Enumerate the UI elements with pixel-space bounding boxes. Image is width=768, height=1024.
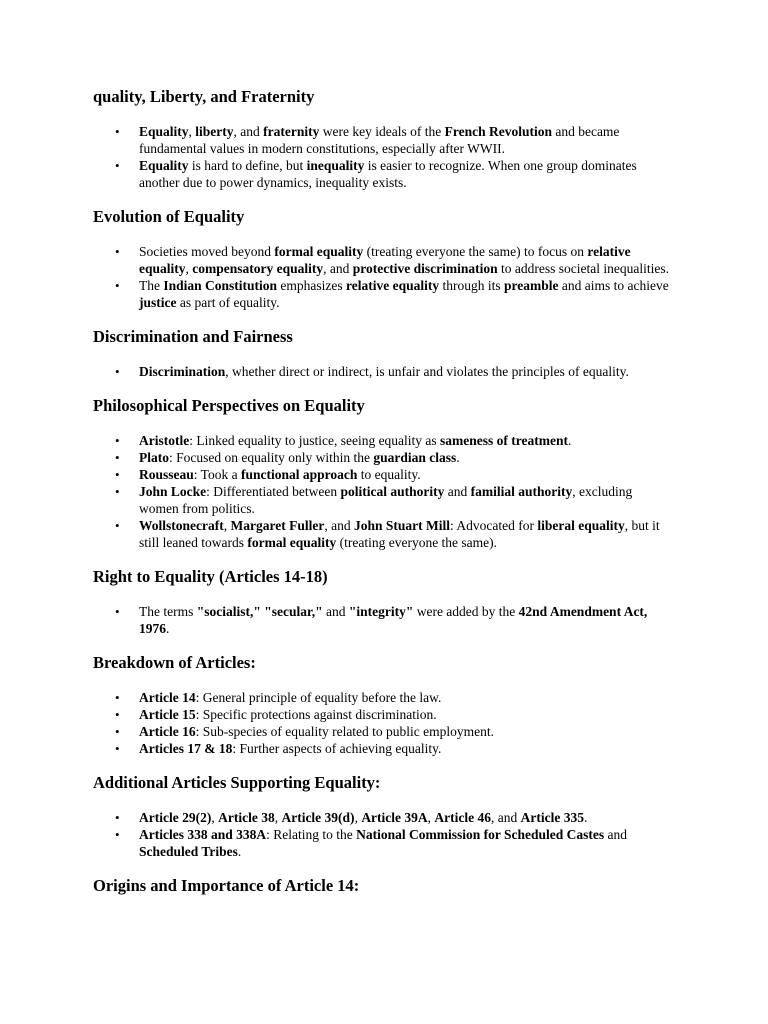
text-run: , and — [233, 124, 264, 139]
bold-term: Equality — [139, 124, 189, 139]
bold-term: Scheduled Tribes — [139, 844, 238, 859]
text-run: emphasizes — [277, 278, 347, 293]
text-run: (treating everyone the same) to focus on — [363, 244, 588, 259]
text-run: and aims to achieve — [558, 278, 669, 293]
bold-term: functional approach — [240, 467, 358, 482]
text-run: . — [166, 621, 170, 636]
bold-term: relative equality — [139, 244, 631, 276]
text-run: : Differentiated between — [206, 484, 341, 499]
text-run: : Linked equality to justice, seeing equality as — [189, 433, 441, 448]
text-run: . — [456, 450, 460, 465]
text-run: : Relating to the — [266, 827, 357, 842]
text-run: , excluding women from politics. — [139, 484, 633, 516]
list-item — [139, 603, 675, 637]
list-item — [139, 123, 675, 157]
bold-term: liberty — [195, 124, 234, 139]
bold-term: Plato — [139, 450, 169, 465]
bold-term: John Stuart Mill — [353, 518, 450, 533]
section-heading: Discrimination and Fairness — [93, 327, 293, 346]
bullet-list — [93, 689, 675, 757]
list-item — [139, 277, 675, 311]
text-run: , — [223, 518, 231, 533]
bullet-list — [93, 603, 675, 637]
text-run: , whether direct or indirect, is unfair and violates the principles of equality. — [225, 364, 629, 379]
bold-term: guardian class — [373, 450, 457, 465]
list-item — [139, 809, 675, 826]
text-run: through its — [439, 278, 505, 293]
bold-term: Article 39(d) — [281, 810, 355, 825]
list-item — [139, 432, 675, 449]
bold-term: sameness of treatment — [440, 433, 569, 448]
bold-term: Equality — [139, 158, 189, 173]
text-run: , — [274, 810, 282, 825]
text-run: , — [188, 124, 196, 139]
text-run: The — [139, 278, 164, 293]
bold-term: Aristotle — [139, 433, 190, 448]
text-run: : General principle of equality before the law. — [195, 690, 442, 705]
list-item — [139, 449, 675, 466]
list-item — [139, 740, 675, 757]
text-run: , and — [324, 518, 354, 533]
text-run: : Sub-species of equality related to public employment. — [195, 724, 495, 739]
section-heading: Breakdown of Articles: — [93, 653, 256, 672]
text-run: is hard to define, but — [188, 158, 307, 173]
bold-term: inequality — [306, 158, 365, 173]
list-item — [139, 483, 675, 517]
bold-term: Article 46 — [434, 810, 492, 825]
list-item — [139, 363, 675, 380]
list-item — [139, 826, 675, 860]
section-heading: Additional Articles Supporting Equality: — [93, 773, 381, 792]
bold-term: formal equality — [274, 244, 364, 259]
text-run: as part of equality. — [176, 295, 280, 310]
section-heading: Philosophical Perspectives on Equality — [93, 396, 365, 415]
text-run: , — [211, 810, 219, 825]
bullet-list — [93, 432, 675, 551]
text-run: were added by the — [413, 604, 519, 619]
list-item — [139, 157, 675, 191]
section-heading: quality, Liberty, and Fraternity — [93, 87, 315, 106]
bold-term: justice — [139, 295, 177, 310]
document-body — [93, 87, 675, 912]
bold-term: Article 14 — [139, 690, 196, 705]
bold-term: familial authority — [470, 484, 573, 499]
bold-term: political authority — [340, 484, 445, 499]
text-run: : Advocated for — [449, 518, 538, 533]
bold-term: Discrimination — [139, 364, 226, 379]
text-run: and — [322, 604, 349, 619]
text-run: , and — [491, 810, 521, 825]
list-item — [139, 723, 675, 740]
bold-term: "socialist," "secular," — [196, 604, 323, 619]
text-run: were key ideals of the — [319, 124, 445, 139]
bold-term: Article 16 — [139, 724, 196, 739]
text-run: is easier to recognize. When one group dominates another due to power dynamics, inequality exists. — [139, 158, 637, 190]
bold-term: Article 29(2) — [139, 810, 212, 825]
bold-term: fraternity — [263, 124, 320, 139]
bold-term: National Commission for Scheduled Castes — [356, 827, 605, 842]
text-run: and — [444, 484, 471, 499]
text-run: Societies moved beyond — [139, 244, 275, 259]
text-run: , and — [323, 261, 353, 276]
bold-term: formal equality — [247, 535, 337, 550]
text-run: : Took a — [193, 467, 241, 482]
bold-term: French Revolution — [444, 124, 552, 139]
bold-term: relative equality — [346, 278, 440, 293]
text-run: . — [237, 844, 242, 859]
list-item — [139, 517, 675, 551]
text-run: , — [185, 261, 193, 276]
bold-term: Article 15 — [139, 707, 196, 722]
text-run: : Further aspects of achieving equality. — [232, 741, 442, 756]
text-run: , — [427, 810, 435, 825]
text-run: and — [604, 827, 628, 842]
bold-term: Margaret Fuller — [230, 518, 325, 533]
bold-term: Article 38 — [218, 810, 275, 825]
bullet-list — [93, 809, 675, 860]
bold-term: Rousseau — [139, 467, 194, 482]
list-item — [139, 689, 675, 706]
text-run: . — [568, 433, 572, 448]
bold-term: Article 335 — [520, 810, 585, 825]
text-run: . — [584, 810, 588, 825]
text-run: : Specific protections against discrimination. — [195, 707, 437, 722]
bold-term: preamble — [504, 278, 559, 293]
bold-term: protective discrimination — [352, 261, 498, 276]
bold-term: 42nd Amendment Act, 1976 — [139, 604, 648, 636]
section-heading: Right to Equality (Articles 14-18) — [93, 567, 328, 586]
bold-term: Wollstonecraft — [139, 518, 224, 533]
text-run: , but it still leaned towards — [139, 518, 660, 550]
bullet-list — [93, 363, 675, 380]
list-item — [139, 243, 675, 277]
section-heading: Origins and Importance of Article 14: — [93, 876, 360, 895]
bold-term: Articles 338 and 338A — [139, 827, 267, 842]
text-run: to address societal inequalities. — [497, 261, 669, 276]
bold-term: Indian Constitution — [163, 278, 278, 293]
text-run: , — [354, 810, 362, 825]
list-item — [139, 706, 675, 723]
bold-term: liberal equality — [537, 518, 625, 533]
text-run: : Focused on equality only within the — [169, 450, 374, 465]
list-item — [139, 466, 675, 483]
text-run: to equality. — [357, 467, 421, 482]
bullet-list — [93, 243, 675, 311]
bullet-list — [93, 123, 675, 191]
text-run: (treating everyone the same). — [336, 535, 498, 550]
bold-term: compensatory equality — [192, 261, 324, 276]
section-heading: Evolution of Equality — [93, 207, 245, 226]
bold-term: Article 39A — [361, 810, 428, 825]
bold-term: Articles 17 & 18 — [139, 741, 233, 756]
bold-term: John Locke — [139, 484, 207, 499]
bold-term: "integrity" — [348, 604, 414, 619]
text-run: The terms — [139, 604, 197, 619]
text-run: and became fundamental values in modern constitutions, especially after WWII. — [139, 124, 620, 156]
